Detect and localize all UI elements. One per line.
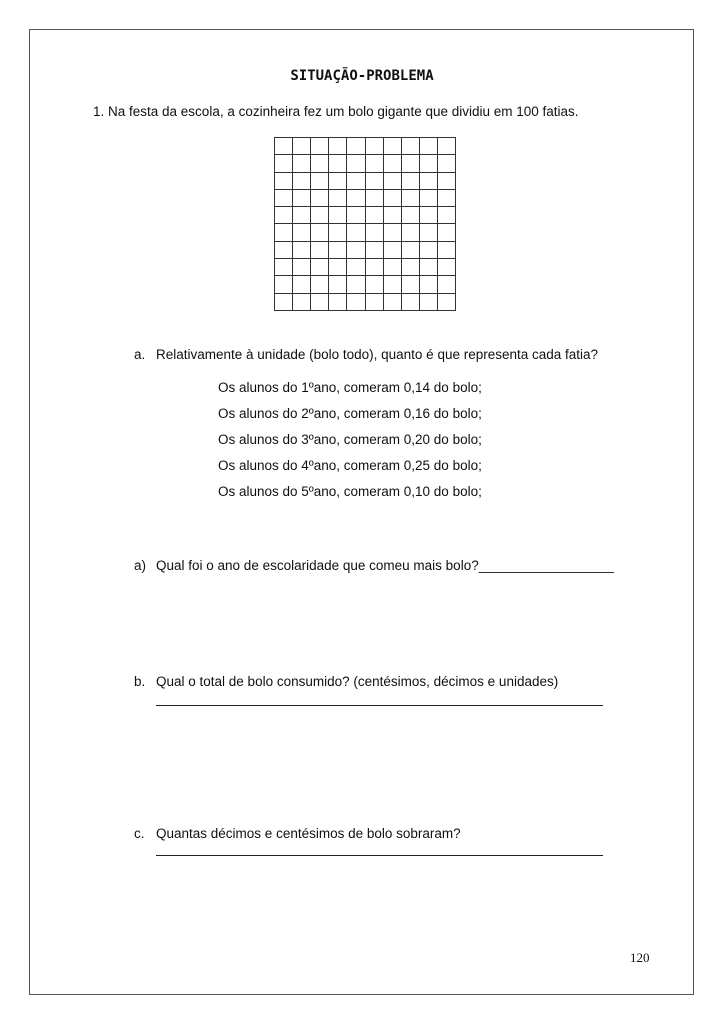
grid-cell	[384, 294, 402, 311]
grid-cell	[275, 138, 293, 155]
grid-cell	[347, 173, 365, 190]
grid-cell	[347, 155, 365, 172]
grid-cell	[384, 138, 402, 155]
consumption-list	[218, 380, 482, 510]
grid-cell	[402, 155, 420, 172]
question-a1	[134, 347, 598, 362]
grid-cell	[311, 242, 329, 259]
question-text: Qual o total de bolo consumido? (centésimos, décimos e unidades)	[156, 674, 559, 689]
grid-cell	[329, 138, 347, 155]
grid-cell	[293, 276, 311, 293]
grid-cell	[329, 207, 347, 224]
page-number: 120	[630, 950, 650, 965]
grid-cell	[420, 155, 438, 172]
grid-cell	[402, 173, 420, 190]
grid-cell	[366, 207, 384, 224]
grid-cell	[384, 242, 402, 259]
page-title: SITUAÇÃO-PROBLEMA	[290, 68, 434, 84]
grid-cell	[438, 207, 456, 224]
question-marker: a)	[134, 558, 147, 573]
grid-cell	[311, 276, 329, 293]
grid-cell	[329, 155, 347, 172]
grid-cell	[366, 276, 384, 293]
grid-cell	[293, 294, 311, 311]
grid-cell	[275, 242, 293, 259]
grid-cell	[420, 294, 438, 311]
grid-cell	[438, 138, 456, 155]
grid-cell	[347, 294, 365, 311]
grid-cell	[366, 242, 384, 259]
grid-cell	[384, 207, 402, 224]
grid-cell	[384, 155, 402, 172]
grid-cell	[384, 259, 402, 276]
grid-cell	[366, 190, 384, 207]
grid-cell	[347, 276, 365, 293]
answer-line-b[interactable]	[156, 705, 603, 706]
grid-cell	[420, 276, 438, 293]
question-marker: a.	[134, 347, 146, 362]
grid-cell	[275, 155, 293, 172]
grid-cell	[311, 190, 329, 207]
grid-cell	[347, 138, 365, 155]
grid-cell	[329, 259, 347, 276]
grid-cell	[329, 190, 347, 207]
grid-cell	[329, 294, 347, 311]
grid-cell	[311, 155, 329, 172]
grid-cell	[438, 242, 456, 259]
grid-cell	[311, 224, 329, 241]
consumption-row: Os alunos do 4ºano, comeram 0,25 do bolo;	[218, 458, 482, 473]
grid-cell	[293, 155, 311, 172]
grid-cell	[366, 294, 384, 311]
grid-cell	[293, 242, 311, 259]
grid-cell	[366, 259, 384, 276]
answer-line-c[interactable]	[156, 855, 603, 856]
grid-cell	[275, 276, 293, 293]
grid-cell	[420, 259, 438, 276]
grid-cell	[438, 224, 456, 241]
grid-cell	[402, 259, 420, 276]
grid-cell	[329, 224, 347, 241]
grid-cell	[402, 190, 420, 207]
grid-cell	[438, 294, 456, 311]
grid-cell	[347, 190, 365, 207]
grid-cell	[438, 173, 456, 190]
grid-cell	[366, 138, 384, 155]
grid-cell	[420, 224, 438, 241]
grid-cell	[275, 173, 293, 190]
problem-statement: 1. Na festa da escola, a cozinheira fez um bolo gigante que dividiu em 100 fatias.	[93, 104, 579, 119]
grid-cell	[293, 207, 311, 224]
question-text: Quantas décimos e centésimos de bolo sobraram?	[156, 826, 461, 841]
question-b	[134, 674, 558, 689]
grid-cell	[402, 138, 420, 155]
grid-cell	[384, 173, 402, 190]
consumption-row: Os alunos do 2ºano, comeram 0,16 do bolo;	[218, 406, 482, 421]
grid-cell	[275, 207, 293, 224]
grid-cell	[311, 173, 329, 190]
grid-cell	[366, 173, 384, 190]
grid-cell	[402, 207, 420, 224]
grid-cell	[438, 259, 456, 276]
grid-cell	[275, 259, 293, 276]
grid-cell	[402, 276, 420, 293]
grid-cell	[402, 224, 420, 241]
grid-cell	[420, 242, 438, 259]
grid-cell	[438, 276, 456, 293]
grid-cell	[275, 294, 293, 311]
question-text: Relativamente à unidade (bolo todo), quanto é que representa cada fatia?	[156, 347, 599, 362]
question-a2	[134, 558, 614, 573]
grid-cell	[438, 155, 456, 172]
grid-cell	[311, 294, 329, 311]
grid-cell	[366, 155, 384, 172]
grid-cell	[420, 138, 438, 155]
question-text: Qual foi o ano de escolaridade que comeu mais bolo?__________________	[156, 558, 614, 573]
grid-cell	[311, 207, 329, 224]
consumption-row: Os alunos do 5ºano, comeram 0,10 do bolo;	[218, 484, 482, 499]
question-marker: b.	[134, 674, 146, 689]
grid-cell	[275, 224, 293, 241]
grid-cell	[366, 224, 384, 241]
grid-cell	[293, 259, 311, 276]
hundred-grid	[274, 137, 456, 311]
grid-cell	[311, 138, 329, 155]
consumption-row: Os alunos do 3ºano, comeram 0,20 do bolo;	[218, 432, 482, 447]
grid-cell	[293, 224, 311, 241]
grid-cell	[311, 259, 329, 276]
question-marker: c.	[134, 826, 145, 841]
grid-cell	[347, 207, 365, 224]
grid-cell	[347, 259, 365, 276]
grid-cell	[329, 173, 347, 190]
grid-cell	[438, 190, 456, 207]
question-c	[134, 826, 461, 841]
grid-cell	[293, 138, 311, 155]
grid-cell	[293, 173, 311, 190]
grid-cell	[420, 190, 438, 207]
grid-cell	[347, 224, 365, 241]
grid-cell	[329, 276, 347, 293]
grid-cell	[420, 207, 438, 224]
consumption-row: Os alunos do 1ºano, comeram 0,14 do bolo;	[218, 380, 482, 395]
grid-cell	[347, 242, 365, 259]
grid-cell	[384, 224, 402, 241]
grid-cell	[402, 242, 420, 259]
grid-cell	[384, 190, 402, 207]
grid-cell	[293, 190, 311, 207]
grid-cell	[275, 190, 293, 207]
grid-cell	[402, 294, 420, 311]
grid-cell	[329, 242, 347, 259]
grid-cell	[384, 276, 402, 293]
grid-cell	[420, 173, 438, 190]
